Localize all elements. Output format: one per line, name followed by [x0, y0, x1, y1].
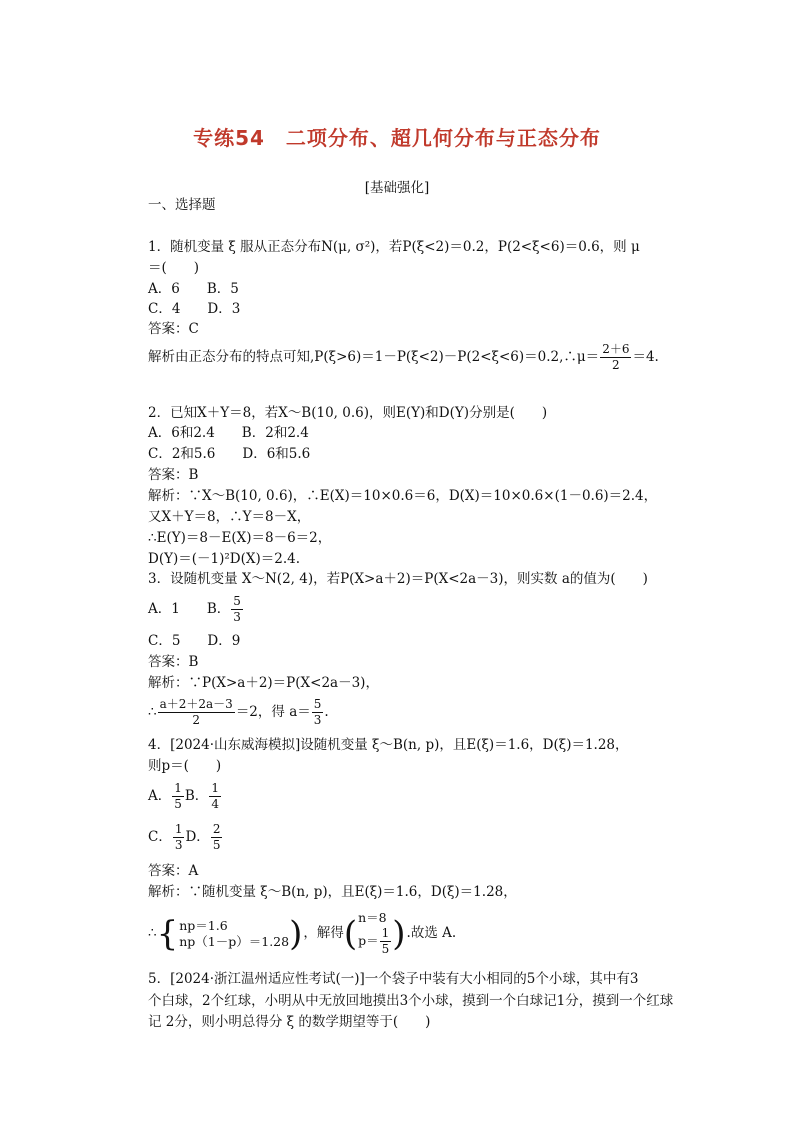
q4-equation-system	[179, 918, 289, 950]
q4-option-c-denominator: 3	[174, 838, 183, 852]
q4-expl-prefix: ∴	[148, 925, 157, 941]
q4-solution-fraction	[380, 926, 392, 957]
q1-expl-numerator: 2＋6	[602, 342, 630, 356]
q4-stem-cont: 则p＝( )	[148, 758, 222, 774]
q4-option-b-denominator: 4	[211, 797, 219, 811]
q4-option-b-numerator: 1	[211, 781, 219, 795]
q3-expl-line1: 解析：∵P(X>a＋2)＝P(X<2a－3)，	[148, 675, 379, 691]
right-paren-icon: )	[392, 913, 406, 954]
q5-stem-line3: 记 2分，则小明总得分 ξ 的数学期望等于( )	[148, 1014, 431, 1030]
q3-expl-denominator2: 3	[313, 713, 322, 727]
q3-expl-fraction	[158, 697, 235, 728]
q2-expl-line2: 又X＋Y＝8，∴Y＝8－X，	[148, 509, 311, 525]
q4-option-d-numerator: 2	[212, 822, 221, 836]
q1-expl-denominator: 2	[612, 358, 620, 372]
q4-option-a-numerator: 1	[174, 781, 182, 795]
q3-option-b-numerator: 5	[233, 594, 241, 608]
q1-explanation	[148, 342, 659, 373]
left-brace-icon: (	[343, 913, 358, 954]
q2-expl-line4: D(Y)＝(－1)²D(X)＝2.4.	[148, 551, 301, 567]
q3-expl-numerator: a＋2＋2a－3	[159, 697, 233, 711]
q2-expl-line3: ∴E(Y)＝8－E(X)＝8－6＝2，	[148, 530, 332, 546]
q4-option-a-fraction	[172, 781, 184, 812]
q5-stem-line1: 5．[2024·浙江温州适应性考试(一)]一个袋子中装有大小相同的5个小球，其中有3	[148, 971, 639, 987]
q1-stem: 1．随机变量 ξ 服从正态分布N(μ, σ²)，若P(ξ<2)＝0.2，P(2<ξ<6)＝0.6，则 μ	[148, 239, 640, 255]
q3-stem: 3．设随机变量 X～N(2, 4)，若P(X>a＋2)＝P(X<2a－3)，则实数 a的值为( )	[148, 571, 648, 587]
q4-option-b-fraction	[209, 781, 221, 812]
q3-expl-numerator2: 5	[313, 697, 322, 711]
q3-options-ab	[148, 594, 244, 625]
q4-answer: 答案：A	[148, 863, 199, 879]
q2-expl-line1: 解析：∵X～B(10, 0.6)，∴E(X)＝10×0.6＝6，D(X)＝10×0.6×(1－0.6)＝2.4，	[148, 488, 658, 504]
q4-expl-line1: 解析：∵随机变量 ξ～B(n, p)，且E(ξ)＝1.6，D(ξ)＝1.28，	[148, 884, 517, 900]
q4-expl-suffix: .故选 A.	[406, 925, 457, 941]
q4-option-c: C．	[148, 829, 172, 845]
q1-answer: 答案：C	[148, 321, 199, 337]
q4-system-eq2: np（1－p）＝1.28	[179, 933, 290, 949]
q4-options-ab	[148, 781, 222, 812]
q4-system-eq1: np＝1.6	[179, 917, 228, 933]
q5-stem-line2: 个白球，2个红球，小明从中无放回地摸出3个小球，摸到一个白球记1分，摸到一个红球	[148, 993, 674, 1009]
q2-stem: 2．已知X＋Y＝8，若X～B(10, 0.6)，则E(Y)和D(Y)分别是( )	[148, 405, 548, 421]
q1-expl-fraction	[600, 342, 631, 373]
q4-option-d: D．	[185, 829, 210, 845]
right-paren-icon: )	[289, 913, 303, 954]
q4-option-d-denominator: 5	[212, 838, 221, 852]
q2-options-cd: C．2和5.6 D．6和5.6	[148, 446, 311, 462]
q3-option-b-fraction	[231, 594, 243, 625]
q3-expl-suffix: .	[324, 704, 329, 720]
q3-answer: 答案：B	[148, 654, 199, 670]
q2-answer: 答案：B	[148, 467, 199, 483]
q2-options-ab: A．6和2.4 B．2和2.4	[148, 425, 309, 441]
q1-stem-cont: ＝( )	[148, 260, 200, 276]
q4-expl-mid: ，解得	[303, 925, 344, 941]
q1-expl-suffix: ＝4.	[632, 349, 659, 365]
q4-option-d-fraction	[211, 822, 223, 853]
q3-expl-fraction2	[312, 697, 324, 728]
q4-option-a-denominator: 5	[174, 797, 182, 811]
q4-option-c-numerator: 1	[174, 822, 183, 836]
q4-option-b: B．	[184, 788, 209, 804]
section-tag: [基础强化]	[364, 180, 430, 196]
q3-options-cd: C．5 D．9	[148, 633, 241, 649]
q4-solution-denominator: 5	[381, 942, 390, 956]
q1-expl-prefix: 解析由正态分布的特点可知,P(ξ>6)＝1－P(ξ<2)－P(2<ξ<6)＝0.2,∴μ＝	[148, 349, 600, 365]
q1-options-ab: A．6 B．5	[148, 281, 239, 297]
section-heading: 一、选择题	[148, 197, 216, 213]
q4-option-a: A．	[148, 788, 172, 804]
q4-solution-n: n＝8	[358, 910, 387, 925]
q3-expl-mid: ＝2，得 a＝	[235, 704, 311, 720]
q4-solution-numerator: 1	[381, 926, 390, 940]
q4-option-c-fraction	[173, 822, 185, 853]
q4-solution-p-prefix: p＝	[358, 933, 379, 948]
q3-option-a: A．1 B．	[148, 601, 231, 617]
q3-option-b-denominator: 3	[233, 610, 241, 624]
q3-expl-denominator: 2	[192, 713, 201, 727]
q4-solution-system	[358, 910, 392, 957]
left-brace-icon: {	[156, 913, 179, 954]
q1-options-cd: C．4 D．3	[148, 301, 241, 317]
q4-solution-p	[358, 926, 392, 957]
q3-expl-line2	[148, 697, 329, 728]
q4-stem: 4．[2024·山东威海模拟]设随机变量 ξ～B(n, p)，且E(ξ)＝1.6，D(ξ)＝1.28，	[148, 737, 629, 753]
q4-options-cd	[148, 822, 223, 853]
q4-expl-line2	[148, 910, 456, 957]
page-title: 专练54 二项分布、超几何分布与正态分布	[193, 126, 601, 150]
q3-expl-prefix: ∴	[148, 704, 157, 720]
